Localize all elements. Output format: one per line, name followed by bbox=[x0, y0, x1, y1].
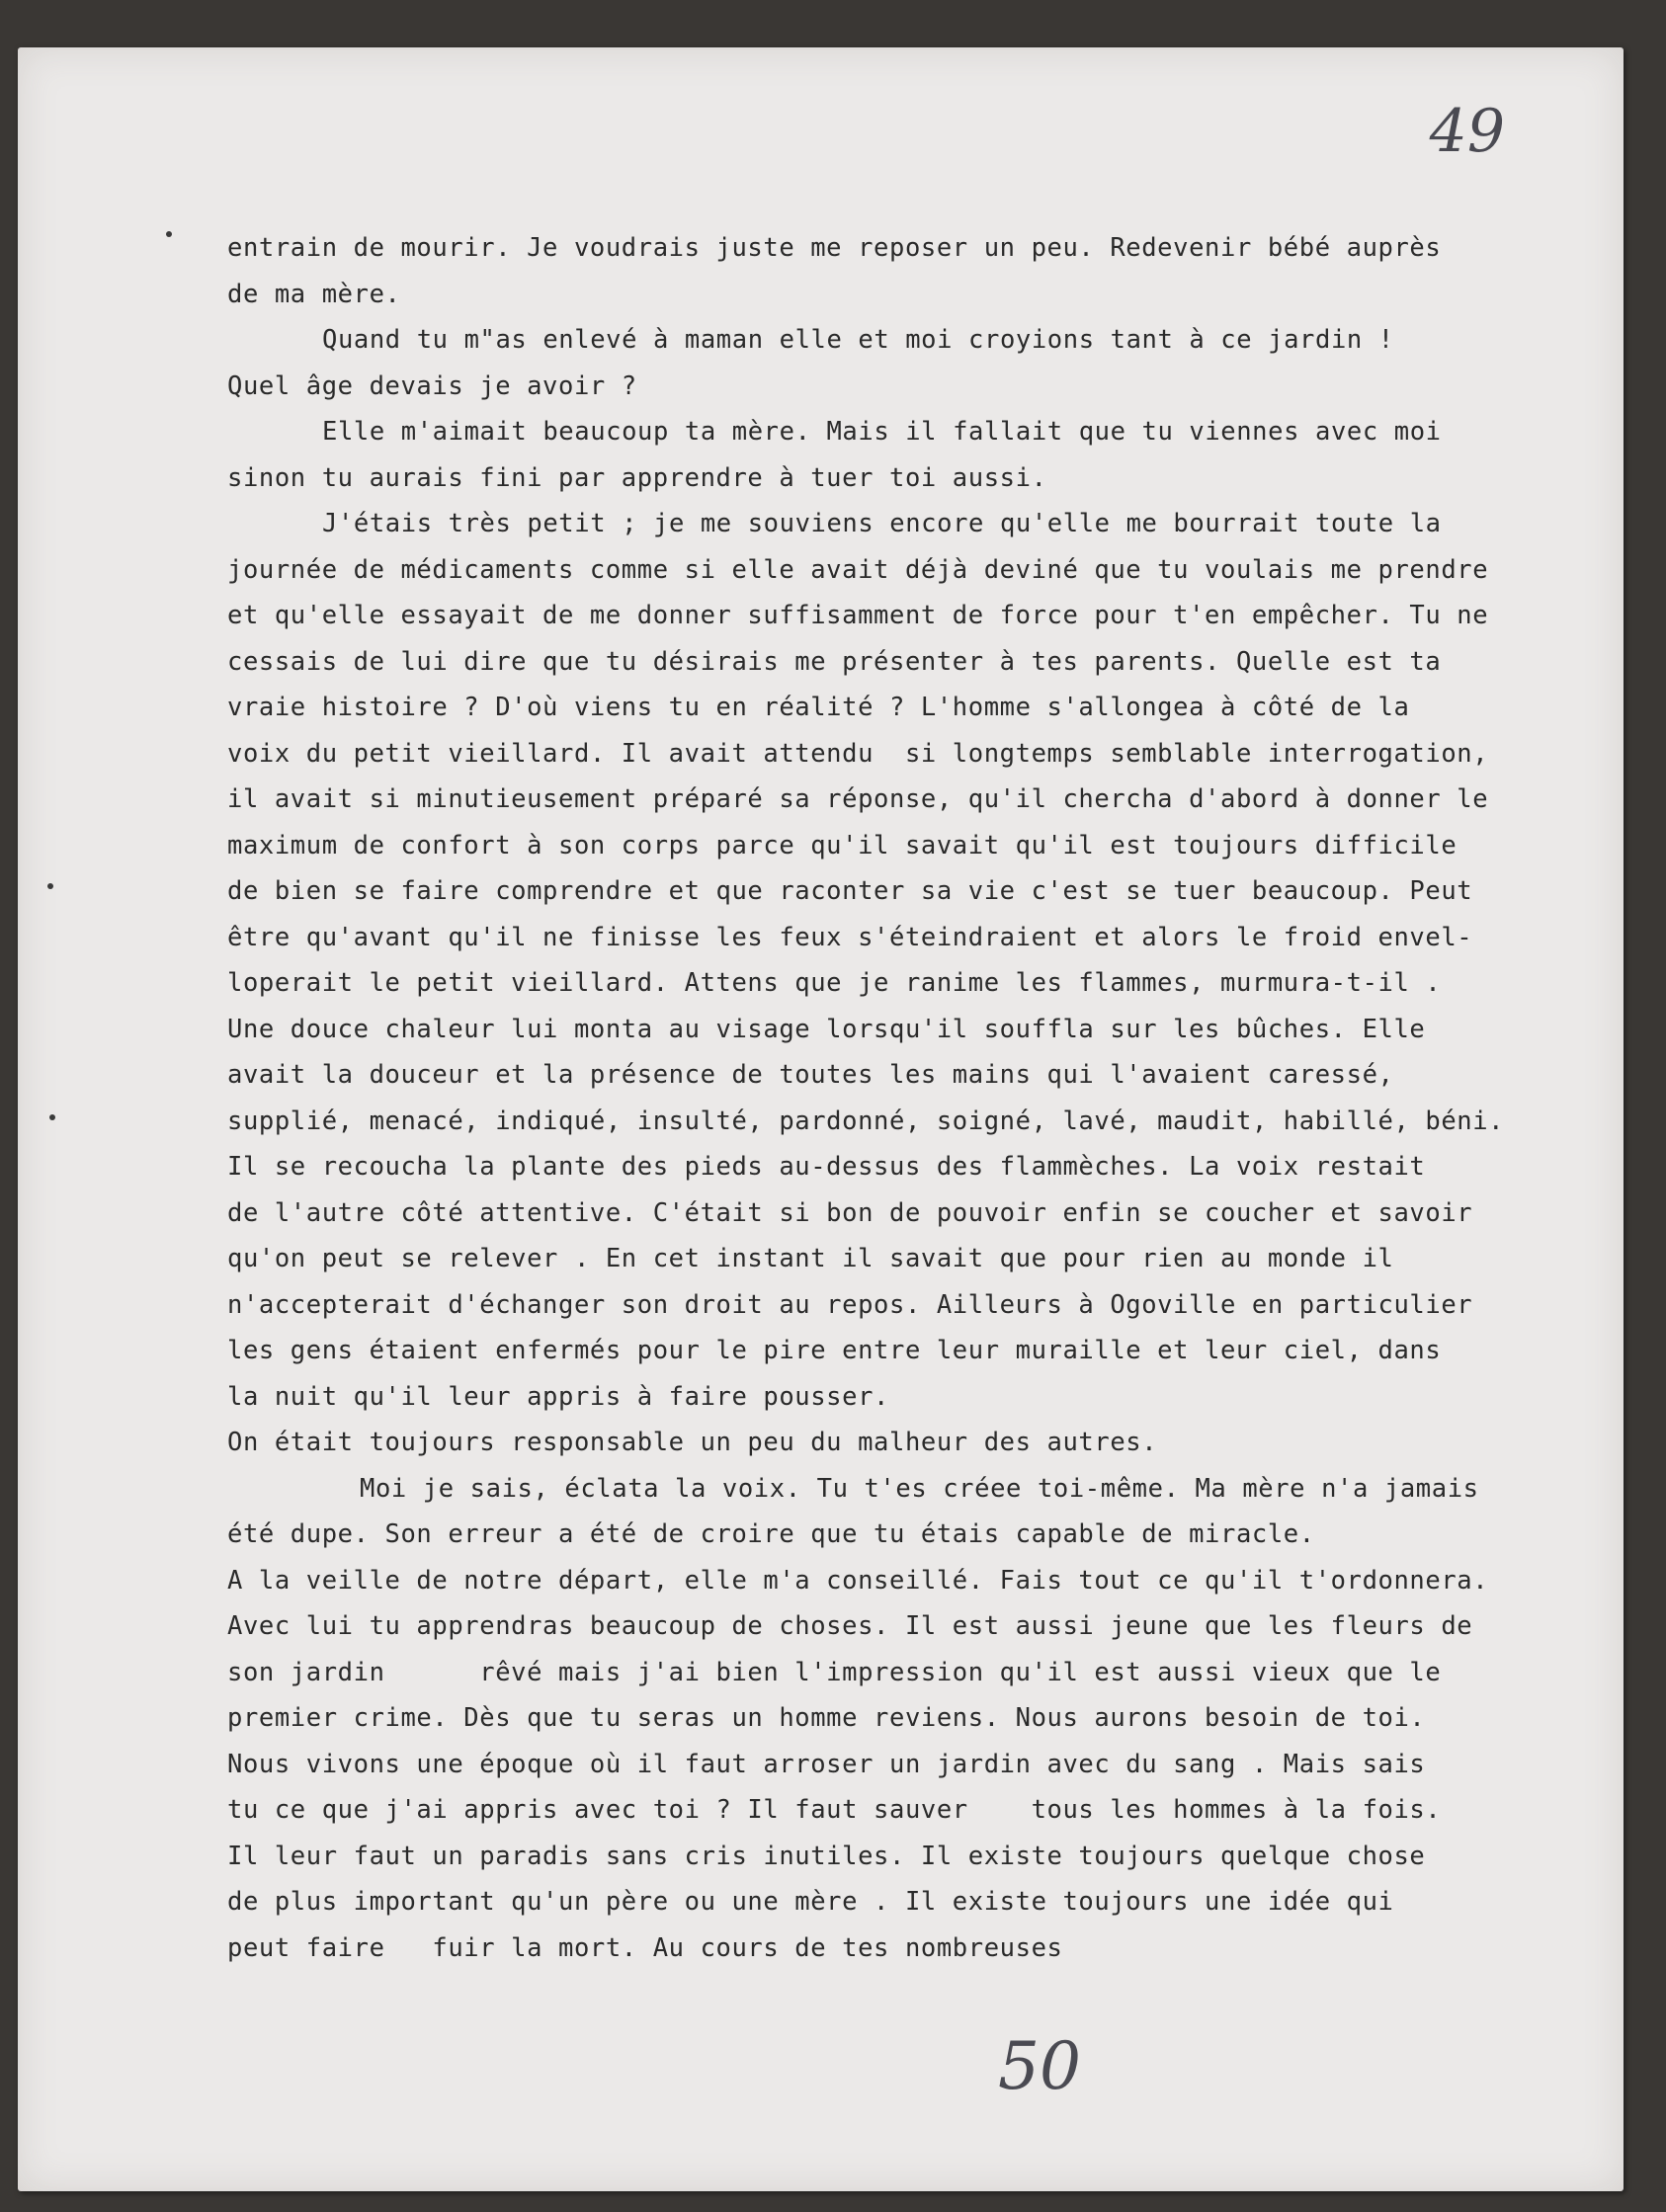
text-line: qu'on peut se relever . En cet instant il savait que pour rien au monde il bbox=[227, 1244, 1394, 1273]
margin-mark bbox=[49, 1114, 55, 1120]
margin-mark bbox=[166, 231, 172, 237]
page-number-bottom: 50 bbox=[998, 2028, 1081, 2104]
page-number-top: 49 bbox=[1429, 97, 1505, 166]
text-line: de ma mère. bbox=[227, 279, 401, 309]
text-line: J'étais très petit ; je me souviens encore qu'elle me bourrait toute la bbox=[322, 509, 1442, 538]
text-line: Il se recoucha la plante des pieds au-dessus des flammèches. La voix restait bbox=[227, 1152, 1426, 1182]
text-line: les gens étaient enfermés pour le pire entre leur muraille et leur ciel, dans bbox=[227, 1336, 1442, 1365]
text-line: de plus important qu'un père ou une mère . Il existe toujours une idée qui bbox=[227, 1887, 1394, 1917]
text-line: il avait si minutieusement préparé sa réponse, qu'il chercha d'abord à donner le bbox=[227, 784, 1489, 814]
text-line: vraie histoire ? D'où viens tu en réalité ? L'homme s'allongea à côté de la bbox=[227, 693, 1410, 722]
text-line: n'accepterait d'échanger son droit au repos. Ailleurs à Ogoville en particulier bbox=[227, 1289, 1473, 1320]
text-line: A la veille de notre départ, elle m'a conseillé. Fais tout ce qu'il t'ordonnera. bbox=[227, 1565, 1489, 1596]
text-line: sinon tu aurais fini par apprendre à tuer toi aussi. bbox=[227, 462, 1047, 493]
text-line: été dupe. Son erreur a été de croire que tu étais capable de miracle. bbox=[227, 1519, 1315, 1549]
margin-mark bbox=[47, 883, 53, 889]
text-line: être qu'avant qu'il ne finisse les feux s'éteindraient et alors le froid envel- bbox=[227, 922, 1473, 952]
text-line: voix du petit vieillard. Il avait attendu si longtemps semblable interrogation, bbox=[227, 738, 1489, 769]
text-line: de bien se faire comprendre et que raconter sa vie c'est se tuer beaucoup. Peut bbox=[227, 876, 1473, 906]
text-line: On était toujours responsable un peu du malheur des autres. bbox=[227, 1428, 1158, 1457]
text-line: Il leur faut un paradis sans cris inutiles. Il existe toujours quelque chose bbox=[227, 1841, 1426, 1871]
text-line: entrain de mourir. Je voudrais juste me reposer un peu. Redevenir bébé auprès bbox=[227, 233, 1442, 263]
text-body bbox=[227, 225, 1571, 1971]
text-line: de l'autre côté attentive. C'était si bon de pouvoir enfin se coucher et savoir bbox=[227, 1197, 1473, 1228]
text-line: peut faire fuir la mort. Au cours de tes nombreuses bbox=[227, 1932, 1063, 1963]
text-line: Quel âge devais je avoir ? bbox=[227, 370, 637, 401]
text-line: maximum de confort à son corps parce qu'il savait qu'il est toujours difficile bbox=[227, 830, 1458, 860]
text-line: Avec lui tu apprendras beaucoup de choses. Il est aussi jeune que les fleurs de bbox=[227, 1611, 1473, 1641]
text-line: Moi je sais, éclata la voix. Tu t'es créee toi-même. Ma mère n'a jamais bbox=[360, 1473, 1479, 1504]
text-line: Elle m'aimait beaucoup ta mère. Mais il fallait que tu viennes avec moi bbox=[322, 417, 1442, 447]
text-line: Une douce chaleur lui monta au visage lorsqu'il souffla sur les bûches. Elle bbox=[227, 1014, 1426, 1044]
text-line: la nuit qu'il leur appris à faire pousser. bbox=[227, 1381, 889, 1412]
text-line: supplié, menacé, indiqué, insulté, pardonné, soigné, lavé, maudit, habillé, béni. bbox=[227, 1106, 1505, 1136]
text-line: avait la douceur et la présence de toutes les mains qui l'avaient caressé, bbox=[227, 1060, 1394, 1090]
text-line: son jardin rêvé mais j'ai bien l'impression qu'il est aussi vieux que le bbox=[227, 1657, 1442, 1687]
text-line: Nous vivons une époque où il faut arroser un jardin avec du sang . Mais sais bbox=[227, 1749, 1426, 1779]
text-line: premier crime. Dès que tu seras un homme reviens. Nous aurons besoin de toi. bbox=[227, 1703, 1426, 1733]
typewritten-page bbox=[18, 47, 1624, 2191]
text-line: tu ce que j'ai appris avec toi ? Il faut sauver tous les hommes à la fois. bbox=[227, 1795, 1442, 1825]
text-line: Quand tu m"as enlevé à maman elle et moi croyions tant à ce jardin ! bbox=[322, 325, 1394, 355]
text-line: loperait le petit vieillard. Attens que je ranime les flammes, murmura-t-il . bbox=[227, 968, 1442, 998]
text-line: et qu'elle essayait de me donner suffisamment de force pour t'en empêcher. Tu ne bbox=[227, 601, 1489, 630]
text-line: journée de médicaments comme si elle avait déjà deviné que tu voulais me prendre bbox=[227, 554, 1489, 585]
text-line: cessais de lui dire que tu désirais me présenter à tes parents. Quelle est ta bbox=[227, 646, 1442, 677]
